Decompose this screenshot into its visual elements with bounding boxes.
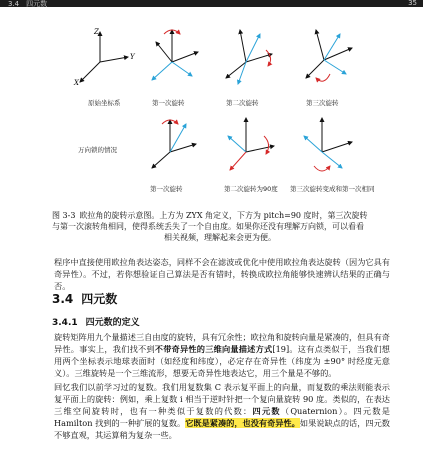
intro-line-3: 正确与否。 <box>54 269 390 291</box>
section-number: 3.4 <box>52 292 74 306</box>
p2-text-5: 是 Hamilton 找到的一种扩展的复数。 <box>54 406 390 428</box>
label-first-rotation-bottom: 第一次旋转 <box>150 185 183 193</box>
caption-line-2: 与第一次滚转角相同，使得系统丢失了一个自由度。如果你还没有理解万向锁，可以看看 <box>52 222 364 231</box>
axis-label-y: Y <box>130 53 135 61</box>
running-header-title: 3.4 四元数 <box>8 0 48 8</box>
label-second-rotation-top: 第二次旋转 <box>226 99 259 107</box>
p2-text-4: （Quaternion）。四元数 <box>280 406 382 416</box>
p1-text-1: 旋转矩阵用九个量描述三自由度的旋转，具有冗余性；欧拉角和旋转向量是紧凑的，但 <box>54 332 366 342</box>
figure-caption <box>52 210 388 243</box>
diagram-second-rotation-90 <box>228 118 274 170</box>
diagram-second-rotation-top <box>226 30 272 84</box>
p2-text-7: 元数不够直观，其运算稍为复杂一些。 <box>54 418 390 440</box>
p2-text-3: 的，在表达三维空间旋转时，也有一种类似于复数的代数： <box>54 394 390 416</box>
diagram-first-rotation-top <box>152 30 198 80</box>
running-header <box>0 0 423 7</box>
subsection-heading <box>52 315 140 328</box>
intro-line-2: 具有奇异性）。不过，若你想验证自己算法是否有错时，转换成欧拉角能够快速辨认结果的 <box>54 257 390 279</box>
caption-number: 图 3-3 <box>52 211 76 220</box>
caption-line-1: 欧拉角的旋转示意图。上方为 ZYX 角定义，下方为 pitch=90 度时，第三次旋转 <box>79 211 368 220</box>
paragraph-rotation-representations <box>54 331 390 379</box>
label-third-rotation-top: 第三次旋转 <box>306 99 339 107</box>
p2-highlighted-sentence: 它既是紧凑的，也没有奇异性。 <box>185 418 300 428</box>
p2-text-1: 回忆我们以前学习过的复数。我们用复数集 C 表示复平面上的向量，而复数的乘法则 <box>54 382 366 392</box>
p2-bold-quaternion: 四元数 <box>252 406 281 416</box>
diagram-third-rotation-top <box>306 30 352 81</box>
caption-line-3: 相关视频，理解起来会更为便。 <box>164 233 276 242</box>
label-gimbal-lock-case: 万向锁的情况 <box>78 146 117 154</box>
axis-label-x: X <box>74 79 79 87</box>
intro-paragraph <box>54 256 390 292</box>
diagram-original-frame <box>73 28 136 87</box>
p1-text-2: 具有奇异性。事实上，我们找不到 <box>54 332 390 354</box>
p2-text-2: 能表示复平面上的旋转：例如，乘上复数 i 相当于逆时针把一个复向量旋转 90 度。类似 <box>54 382 390 404</box>
page-number: 35 <box>408 0 417 7</box>
section-heading <box>52 290 117 307</box>
subsection-title: 四元数的定义 <box>85 318 140 328</box>
p1-text-3: [19]。这有点类似于，当 <box>272 344 365 354</box>
subsection-number: 3.4.1 <box>52 318 78 328</box>
section-title: 四元数 <box>81 292 118 306</box>
p1-text-5: 度无意义）。三维旋转是一个三维流形，想要无奇异性地表达它，用三个量是不够的。 <box>54 356 390 378</box>
diagram-first-rotation-bottom <box>152 120 196 168</box>
diagram-third-rotation-changed <box>304 118 352 171</box>
intro-line-1: 程序中直接使用欧拉角表达姿态，同样不会在滤波或优化中使用欧拉角表达旋转（因为它 <box>54 257 374 267</box>
label-first-rotation-top: 第一次旋转 <box>152 99 185 107</box>
axis-label-z: Z <box>94 28 99 36</box>
paragraph-quaternion-intro <box>54 381 390 441</box>
p1-text-4: 我们想用两个坐标表示地球表面时（如经度和纬度），必定存在奇异性（纬度为 ±90° 时经 <box>54 344 390 366</box>
label-third-rotation-changed: 第三次旋转变成和第一次相同 <box>290 185 375 193</box>
label-original-frame: 原始坐标系 <box>88 99 121 107</box>
p1-bold-phrase: 不带奇异性的三维向量描述方式 <box>154 344 273 354</box>
p2-text-6: 如果说缺点的话，四 <box>299 418 374 428</box>
label-second-rotation-90: 第二次旋转为90度 <box>224 185 278 193</box>
